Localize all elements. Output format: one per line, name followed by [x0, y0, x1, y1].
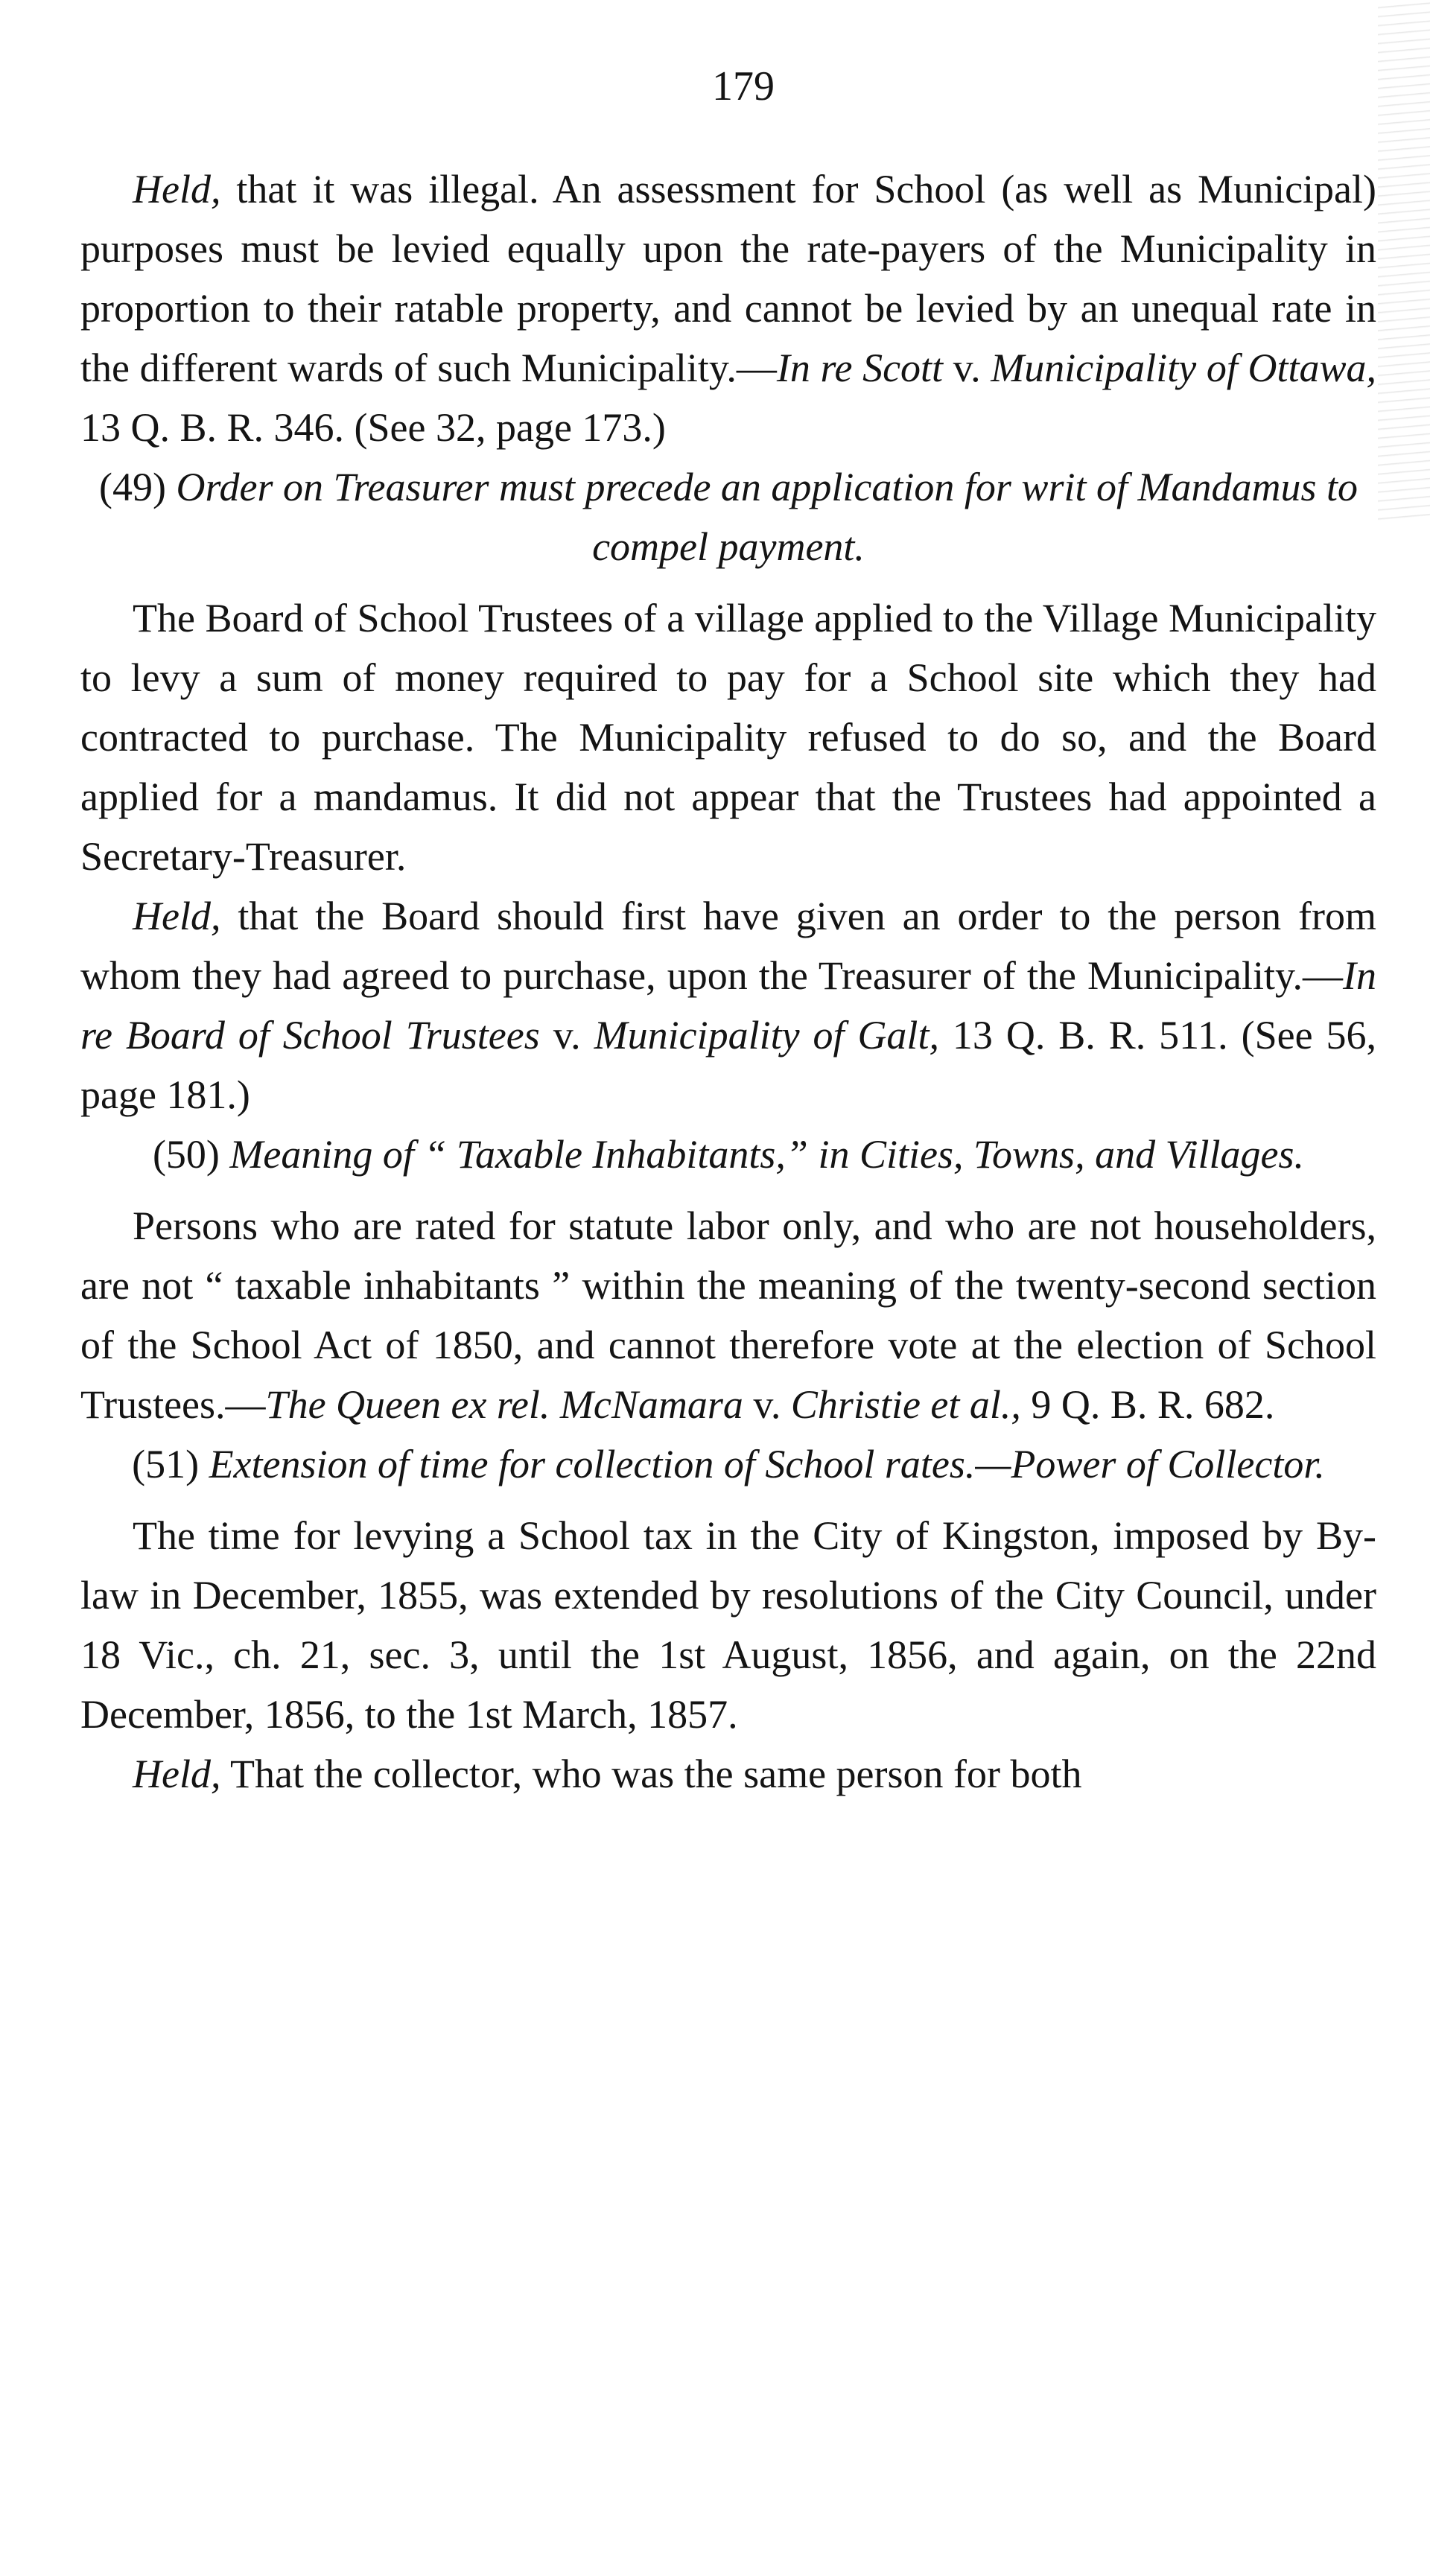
- section-heading-49: [80, 457, 1376, 576]
- paragraph-kingston-tax: The time for levying a School tax in the City of Kingston, imposed by By-law in December, 1855, was extended by resolutions of the City Council, under 18 Vic., ch. 21, sec. 3, until the 1st August, 1856, and again, on the 22nd December, 1856, to the 1st March, 1857.: [80, 1513, 1376, 1737]
- book-page: [80, 63, 1377, 1804]
- section-heading-51: [80, 1434, 1376, 1494]
- versus: v.: [943, 346, 991, 390]
- section-heading-50: [80, 1125, 1376, 1184]
- versus: v.: [539, 1013, 594, 1058]
- held-label: Held,: [133, 167, 221, 212]
- held-label: Held,: [133, 894, 221, 938]
- paragraph-text: that the Board should first have given an order to the person from whom they had agreed to purchase, upon the Treasurer of the Municipality.—: [80, 894, 1376, 998]
- case-party: Municipality of Galt,: [594, 1013, 939, 1058]
- case-name: The Queen ex rel. McNamara: [265, 1382, 743, 1427]
- paragraph-text: Persons who are rated for statute labor only, and who are not householders, are not “ taxable inhabitants ” within the meaning of the twenty-second section of the School Act of 1850, and cannot therefore vote at the election of School Trustees.—: [80, 1203, 1376, 1427]
- citation: 13 Q. B. R. 346. (See 32, page 173.): [80, 405, 666, 450]
- paragraph-text: that it was illegal. An assessment for School (as well as Municipal) purposes must be levied equally upon the rate-payers of the Municipality in proportion to their ratable property, and cannot be levied by an unequal rate in the different wards of such Municipality.—: [80, 167, 1376, 390]
- versus: v.: [743, 1382, 791, 1427]
- paragraph-text: That the collector, who was the same person for both: [220, 1752, 1082, 1796]
- section-number: (49): [99, 465, 177, 509]
- paragraph-held-collector: [80, 1744, 1376, 1804]
- case-name: In re Scott: [776, 346, 944, 390]
- section-title: Order on Treasurer must precede an application for writ of Mandamus to compel payment.: [176, 465, 1358, 569]
- paragraph-taxable-inhabitants: [80, 1196, 1376, 1434]
- citation: 13 Q. B. R. 511. (See 56, page 181.): [80, 1013, 1377, 1117]
- paragraph-held-illegal: [80, 159, 1376, 457]
- case-party: Christie et al.,: [790, 1382, 1021, 1427]
- page-edge-smudge: [1378, 0, 1430, 521]
- paragraph-board-trustees: The Board of School Trustees of a village applied to the Village Municipality to levy a sum of money required to pay for a School site which they had contracted to purchase. The Municipality refused to do so, and the Board applied for a mandamus. It did not appear that the Trustees had appointed a Secretary-Treasurer.: [80, 596, 1376, 879]
- citation: 9 Q. B. R. 682.: [1020, 1382, 1275, 1427]
- case-name: In re Board of School Trustees: [80, 953, 1376, 1058]
- section-title: Meaning of “ Taxable Inhabitants,” in Cities, Towns, and Villages.: [229, 1132, 1305, 1177]
- held-label: Held,: [133, 1752, 221, 1796]
- page-number: 179: [712, 63, 775, 109]
- paragraph-held-board: [80, 886, 1376, 1125]
- case-party: Municipality of Ottawa,: [991, 346, 1376, 390]
- section-number: (51): [132, 1442, 209, 1486]
- section-title: Extension of time for collection of School rates.—Power of Collector.: [209, 1442, 1325, 1486]
- section-number: (50): [152, 1132, 230, 1177]
